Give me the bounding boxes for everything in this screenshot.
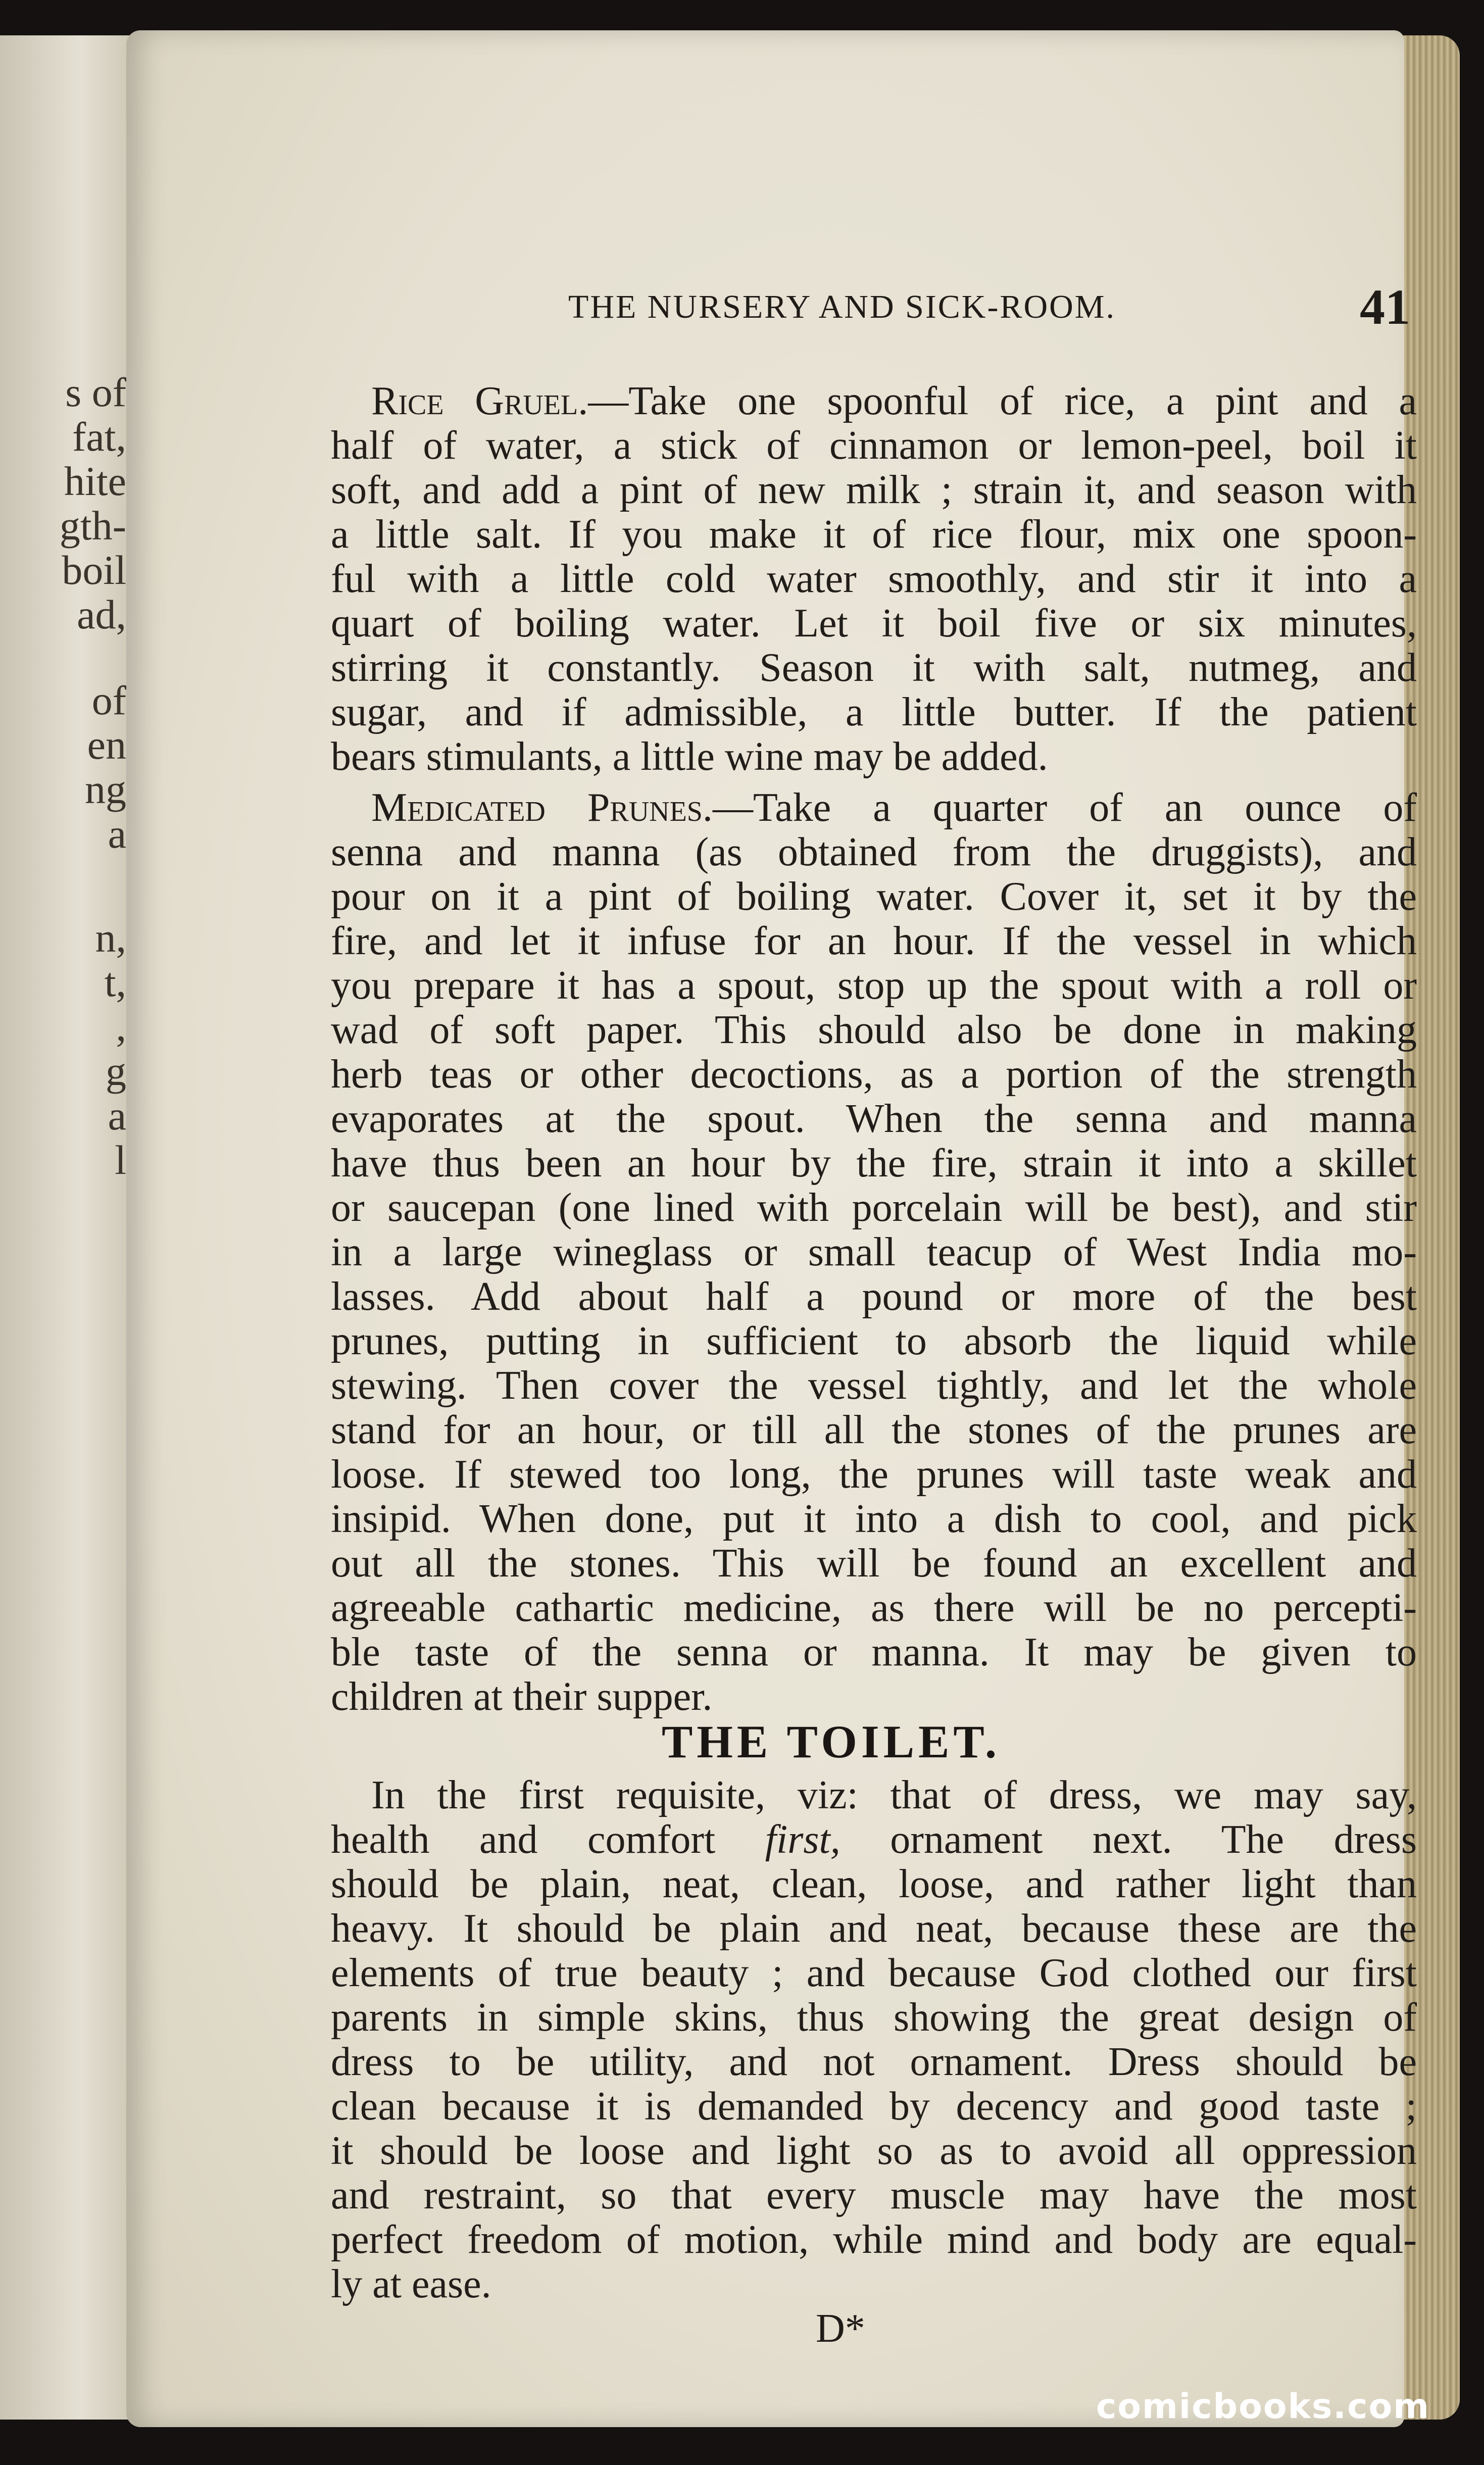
paragraph-line: it should be loose and light so as to avoid all oppression	[331, 2129, 1417, 2173]
paragraph-line: quart of boiling water. Let it boil five or six minutes,	[331, 601, 1417, 646]
paragraph-line: stirring it constantly. Season it with salt, nutmeg, and	[331, 646, 1417, 690]
facing-page-line: fat,	[72, 414, 126, 460]
paragraph-line: half of water, a stick of cinnamon or lemon-peel, boil it	[331, 423, 1417, 468]
facing-page-line: gth-	[59, 503, 126, 549]
recipe-heading-rice-gruel: Rice Gruel.	[371, 379, 588, 423]
paragraph-line: insipid. When done, put it into a dish to cool, and pick	[331, 1497, 1417, 1541]
paragraph-line: fire, and let it infuse for an hour. If the vessel in which	[331, 919, 1417, 963]
facing-page-line: ,	[116, 1004, 126, 1050]
paragraph-line: bears stimulants, a little wine may be added.	[331, 734, 1048, 779]
paragraph-line: out all the stones. This will be found an excellent and	[331, 1541, 1417, 1586]
paragraph-line: wad of soft paper. This should also be done in making	[331, 1008, 1417, 1052]
paragraph-line: heavy. It should be plain and neat, because these are the	[331, 1906, 1417, 1951]
paragraph-line: loose. If stewed too long, the prunes will taste weak and	[331, 1452, 1417, 1497]
paragraph-line: perfect freedom of motion, while mind and body are equal-	[331, 2217, 1417, 2262]
paragraph-line: Rice Gruel.—Take one spoonful of rice, a pint and a	[371, 379, 1417, 423]
paragraph-line: In the first requisite, viz: that of dress, we may say,	[371, 1773, 1417, 1817]
facing-page-line: en	[87, 722, 126, 768]
paragraph-line: elements of true beauty ; and because God clothed our first	[331, 1951, 1417, 1995]
paragraph-line: and restraint, so that every muscle may have the most	[331, 2173, 1417, 2217]
watermark: comicbooks.com	[1096, 2387, 1430, 2427]
facing-page-line: a	[108, 811, 126, 857]
paragraph-line: you prepare it has a spout, stop up the spout with a roll or	[331, 963, 1417, 1008]
paragraph-line: Medicated Prunes.—Take a quarter of an ounce of	[371, 785, 1417, 830]
facing-page-line: a	[108, 1093, 126, 1139]
facing-page-line: g	[106, 1048, 126, 1094]
facing-page-line: t,	[104, 959, 126, 1005]
facing-page-line: ng	[85, 766, 126, 812]
paragraph-line: senna and manna (as obtained from the druggists), and	[331, 830, 1417, 874]
paragraph-line: evaporates at the spout. When the senna and manna	[331, 1097, 1417, 1141]
paragraph-line: lasses. Add about half a pound or more of the best	[331, 1274, 1417, 1319]
paragraph-line: pour on it a pint of boiling water. Cover it, set it by the	[331, 874, 1417, 919]
paragraph-line: or saucepan (one lined with porcelain will be best), and stir	[331, 1186, 1417, 1230]
running-head: THE NURSERY AND SICK-ROOM.	[568, 288, 1116, 325]
facing-page-line: hite	[64, 458, 126, 504]
paragraph-line: stand for an hour, or till all the stones of the prunes are	[331, 1408, 1417, 1452]
paragraph-line: in a large wineglass or small teacup of West India mo-	[331, 1230, 1417, 1274]
facing-page-line: s of	[65, 369, 126, 415]
paragraph-line: ful with a little cold water smoothly, and stir it into a	[331, 557, 1417, 601]
paragraph-line: ly at ease.	[331, 2262, 491, 2306]
signature-mark: D*	[816, 2306, 865, 2351]
emphasis-first: first,	[765, 1817, 840, 1862]
paragraph-line: dress to be utility, and not ornament. Dress should be	[331, 2040, 1417, 2084]
section-title: THE TOILET.	[662, 1716, 1001, 1767]
paragraph-line: herb teas or other decoctions, as a portion of the strength	[331, 1052, 1417, 1097]
facing-page-fragment	[0, 35, 146, 2420]
paragraph-line: should be plain, neat, clean, loose, and rather light than	[331, 1862, 1417, 1906]
facing-page-line: n,	[95, 915, 126, 961]
paragraph-line: have thus been an hour by the fire, strain it into a skillet	[331, 1141, 1417, 1186]
paragraph-line: prunes, putting in sufficient to absorb the liquid while	[331, 1319, 1417, 1363]
paragraph-line: health and comfort first, ornament next. The dress	[331, 1817, 1417, 1862]
facing-page-line: of	[91, 677, 126, 723]
paragraph-line: soft, and add a pint of new milk ; strain it, and season with	[331, 468, 1417, 512]
paragraph-line: clean because it is demanded by decency and good taste ;	[331, 2084, 1417, 2129]
paragraph-line: agreeable cathartic medicine, as there will be no percepti-	[331, 1586, 1417, 1630]
paragraph-line: ble taste of the senna or manna. It may be given to	[331, 1630, 1417, 1674]
facing-page-line: ad,	[77, 591, 126, 637]
book-page	[126, 30, 1417, 2427]
facing-page-line: l	[115, 1137, 126, 1183]
page-number: 41	[1360, 279, 1410, 335]
paragraph-line: children at their supper.	[331, 1674, 713, 1719]
paragraph-line: stewing. Then cover the vessel tightly, and let the whole	[331, 1363, 1417, 1408]
paragraph-line: sugar, and if admissible, a little butter. If the patient	[331, 690, 1417, 734]
paragraph-line: a little salt. If you make it of rice flour, mix one spoon-	[331, 512, 1417, 557]
paragraph-line: parents in simple skins, thus showing the great design of	[331, 1995, 1417, 2040]
recipe-heading-medicated-prunes: Medicated Prunes.	[371, 785, 713, 830]
facing-page-line: boil	[62, 547, 126, 593]
